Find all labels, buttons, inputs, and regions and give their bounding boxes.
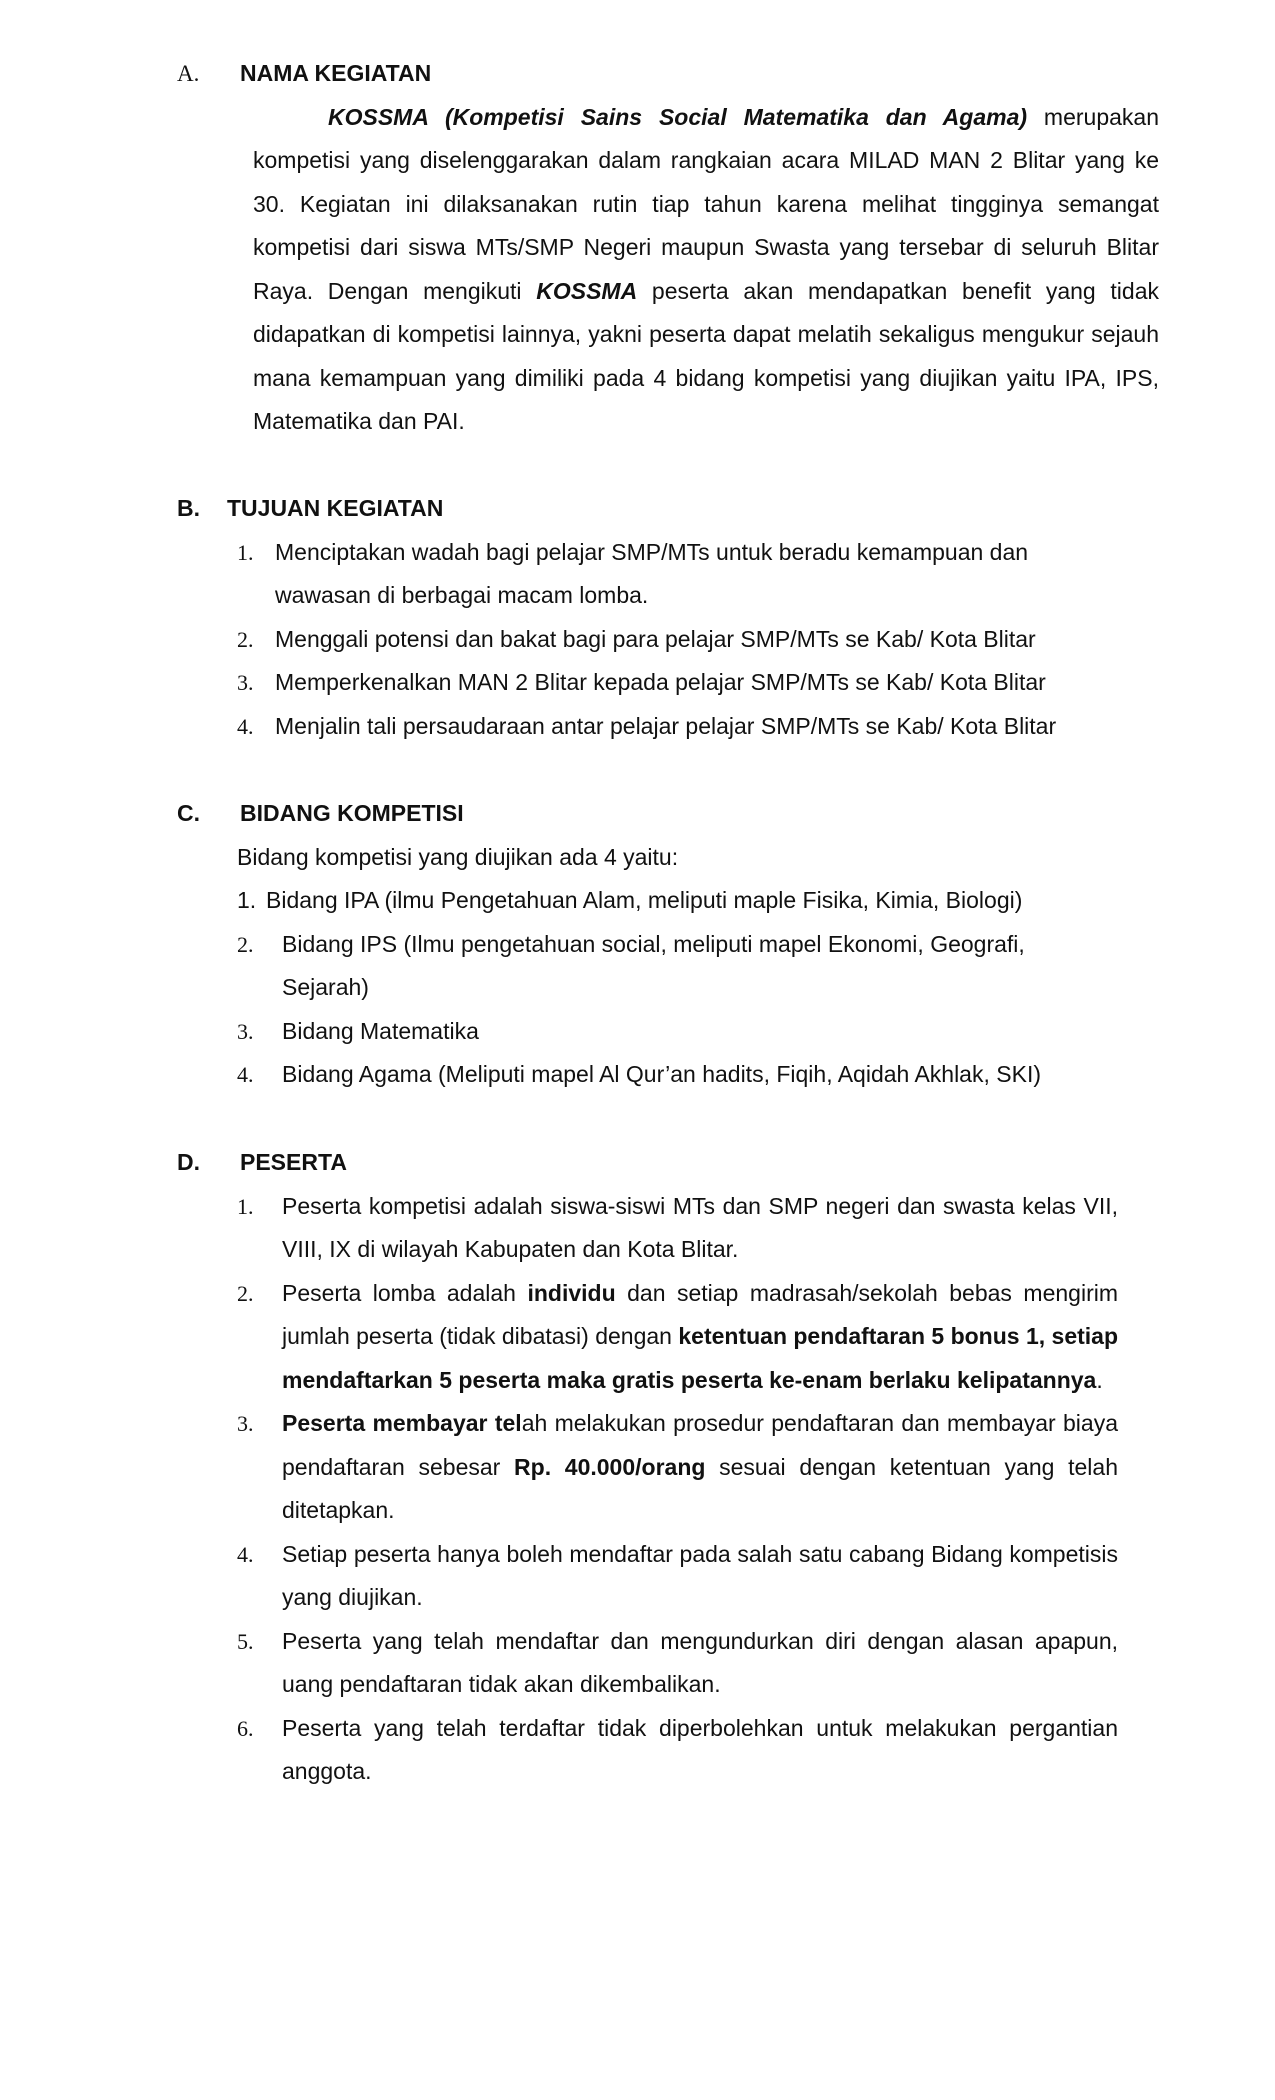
list-number: 3. xyxy=(237,1018,254,1044)
list-text: Memperkenalkan MAN 2 Blitar kepada pelajar SMP/MTs se Kab/ Kota Blitar xyxy=(275,669,1046,695)
list-number: 2. xyxy=(237,626,254,652)
list-text: Peserta yang telah terdaftar tidak diperbolehkan untuk melakukan pergantian anggota. xyxy=(282,1714,1118,1784)
list-item xyxy=(0,1185,1275,1272)
list-text: Menciptakan wadah bagi pelajar SMP/MTs untuk beradu kemampuan dan wawasan di berbagai macam lomba. xyxy=(275,538,1029,608)
kossma-full-name: KOSSMA (Kompetisi Sains Social Matematika dan Agama) xyxy=(328,103,1028,130)
list-number: 4. xyxy=(237,1541,254,1567)
section-letter: C. xyxy=(177,800,200,826)
list-item xyxy=(0,1053,1275,1097)
list-text: Menjalin tali persaudaraan antar pelajar pelajar SMP/MTs se Kab/ Kota Blitar xyxy=(275,712,1057,739)
section-heading xyxy=(0,52,1275,96)
peserta-list xyxy=(0,1185,1275,1794)
list-number: 2. xyxy=(237,931,254,957)
section-b xyxy=(0,487,1275,739)
list-text: Bidang Matematika xyxy=(282,1017,479,1044)
list-text: Setiap peserta hanya boleh mendaftar pada salah satu cabang Bidang kompetisis yang diujikan. xyxy=(282,1540,1118,1610)
list-text: Bidang IPA (ilmu Pengetahuan Alam, meliputi maple Fisika, Kimia, Biologi) xyxy=(266,887,1023,913)
section-heading xyxy=(0,1141,1275,1185)
list-item xyxy=(0,661,1275,705)
paragraph-text: peserta akan mendapatkan benefit yang tidak didapatkan di kompetisi lainnya, yakni peserta dapat melatih sekaligus mengukur sejauh mana kemampuan yang dimiliki pada 4 bidang kompetisi yang diujikan yaitu IPA, IPS, Matematika dan PAI. xyxy=(253,277,1159,434)
list-item xyxy=(0,1620,1275,1707)
list-text xyxy=(282,1402,1118,1533)
list-item xyxy=(0,1533,1275,1620)
section-title: TUJUAN KEGIATAN xyxy=(227,495,444,521)
section-title: PESERTA xyxy=(240,1149,347,1175)
list-number: 1. xyxy=(237,1193,254,1219)
section-letter: A. xyxy=(177,61,200,86)
list-item xyxy=(0,923,1275,1010)
list-item xyxy=(0,879,1275,923)
list-number: 3. xyxy=(237,1411,254,1436)
bold-text: Peserta membayar tel xyxy=(282,1410,522,1436)
list-item xyxy=(0,1402,1275,1533)
list-number: 5. xyxy=(237,1628,254,1654)
kossma-short-name: KOSSMA xyxy=(536,277,638,304)
tujuan-list xyxy=(0,531,1275,749)
list-number: 4. xyxy=(237,713,254,739)
list-number: 1. xyxy=(237,887,257,913)
list-text: Peserta yang telah mendaftar dan mengundurkan diri dengan alasan apapun, uang pendaftaran tidak akan dikembalikan. xyxy=(282,1627,1118,1697)
bold-text: Rp. 40.000/orang xyxy=(514,1453,706,1480)
bold-text: individu xyxy=(527,1279,616,1306)
section-heading xyxy=(0,487,1275,531)
list-number: 6. xyxy=(237,1715,254,1741)
list-text: Menggali potensi dan bakat bagi para pelajar SMP/MTs se Kab/ Kota Blitar xyxy=(275,625,1036,652)
list-text: Bidang Agama (Meliputi mapel Al Qur’an hadits, Fiqih, Aqidah Akhlak, SKI) xyxy=(282,1061,1041,1087)
list-item xyxy=(0,618,1275,662)
list-item xyxy=(0,531,1275,618)
list-number: 2. xyxy=(237,1280,254,1306)
paragraph-text: merupakan kompetisi yang diselenggarakan dalam rangkaian acara MILAD MAN 2 Blitar yang ke 30. Kegiatan ini dilaksanakan rutin tiap tahun karena melihat tingginya semangat kompetisi dari siswa MTs/SMP Negeri maupun Swasta yang tersebar di seluruh Blitar Raya. Dengan mengikuti xyxy=(253,103,1159,304)
bidang-list xyxy=(0,879,1275,1097)
list-text: Bidang IPS (Ilmu pengetahuan social, meliputi mapel Ekonomi, Geografi, Sejarah) xyxy=(282,930,1025,1000)
section-title: BIDANG KOMPETISI xyxy=(240,800,464,826)
list-item xyxy=(0,1010,1275,1054)
list-item xyxy=(0,705,1275,749)
list-item xyxy=(0,1272,1275,1403)
section-d xyxy=(0,1141,1275,1784)
bold-text: ketentuan pendaftaran 5 bonus 1, setiap mendaftarkan 5 peserta maka gratis peserta ke-enam berlaku kelipatannya xyxy=(282,1323,1119,1393)
section-heading xyxy=(0,792,1275,836)
list-item xyxy=(0,1707,1275,1794)
text-run: sesuai dengan ketentuan yang telah ditetapkan. xyxy=(282,1453,1118,1523)
list-text xyxy=(282,1272,1118,1403)
text-run: ah melakukan prosedur pendaftaran dan membayar biaya pendaftaran sebesar xyxy=(282,1410,1119,1480)
text-run: Peserta lomba adalah xyxy=(282,1279,528,1306)
bidang-intro: Bidang kompetisi yang diujikan ada 4 yaitu: xyxy=(237,843,679,870)
section-a xyxy=(0,52,1275,434)
list-text: Peserta kompetisi adalah siswa-siswi MTs dan SMP negeri dan swasta kelas VII, VIII, IX di wilayah Kabupaten dan Kota Blitar. xyxy=(282,1192,1118,1262)
list-number: 1. xyxy=(237,539,254,565)
section-c xyxy=(0,792,1275,1087)
section-title: NAMA KEGIATAN xyxy=(240,60,432,86)
section-letter: B. xyxy=(177,495,200,521)
text-run: . xyxy=(1096,1366,1103,1393)
list-number: 4. xyxy=(237,1062,254,1087)
section-letter: D. xyxy=(177,1149,200,1175)
list-number: 3. xyxy=(237,670,254,695)
section-a-paragraph xyxy=(253,96,1159,444)
text-run: dan setiap madrasah/sekolah bebas mengirim jumlah peserta (tidak dibatasi) dengan xyxy=(282,1279,1118,1349)
